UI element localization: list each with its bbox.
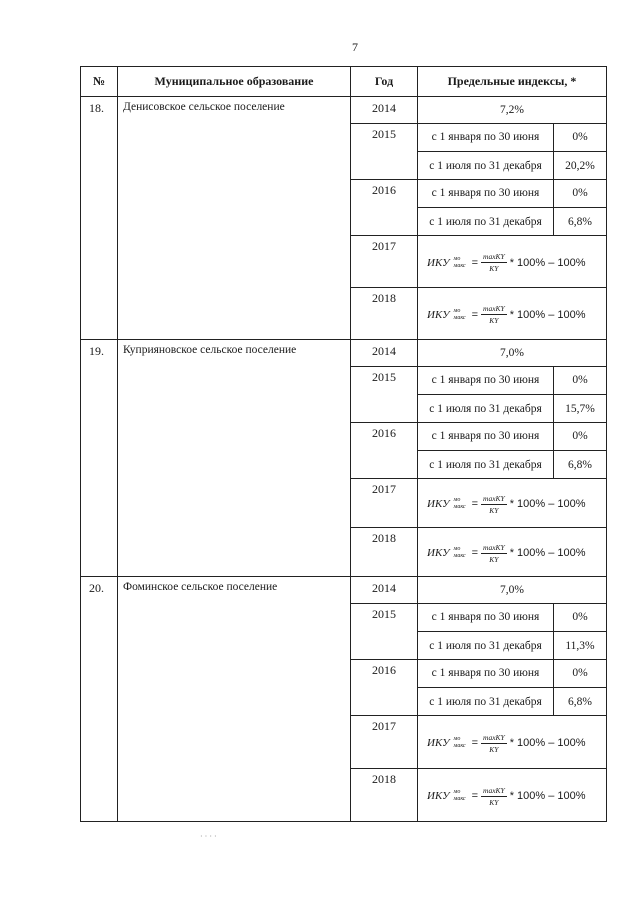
formula-subscript bbox=[454, 546, 466, 560]
year-2015: 2015 bbox=[372, 127, 396, 141]
formula-equals: = bbox=[471, 308, 479, 321]
formula-tail: * 100% – 100% bbox=[509, 547, 586, 559]
formula-2017 bbox=[427, 494, 586, 515]
formula-label: ИКУ bbox=[427, 547, 450, 559]
formula-subscript bbox=[454, 736, 466, 750]
formula-denominator: KY bbox=[489, 264, 499, 273]
year-2018: 2018 bbox=[372, 531, 396, 545]
year-2016: 2016 bbox=[372, 426, 396, 440]
year-2015: 2015 bbox=[372, 607, 396, 621]
period-h1-2015: с 1 января по 30 июня bbox=[431, 131, 540, 143]
index-2016-h1: 0% bbox=[553, 422, 606, 450]
formula-denominator: KY bbox=[489, 797, 499, 807]
year-2014: 2014 bbox=[372, 344, 396, 358]
index-2014: 7,2% bbox=[500, 104, 524, 116]
index-2016-h2: 6,8% bbox=[553, 687, 606, 716]
index-2015-h1: 0% bbox=[553, 603, 606, 631]
formula-subscript bbox=[454, 497, 466, 511]
period-h1-2016: с 1 января по 30 июня bbox=[431, 667, 540, 679]
year-2014: 2014 bbox=[372, 101, 396, 115]
table-header bbox=[80, 66, 607, 97]
formula-sub-bottom: макс bbox=[453, 743, 466, 749]
formula-equals: = bbox=[471, 790, 479, 802]
period-h2-2016: с 1 июля по 31 декабря bbox=[418, 687, 553, 716]
formula-fraction bbox=[481, 304, 507, 325]
formula-tail: * 100% – 100% bbox=[509, 498, 586, 510]
formula-sub-bottom: макс bbox=[453, 314, 466, 321]
municipality-name: Денисовское сельское поселение bbox=[123, 101, 285, 113]
formula-tail: * 100% – 100% bbox=[509, 737, 586, 749]
period-h1-2015: с 1 января по 30 июня bbox=[431, 374, 540, 386]
header-indices: Предельные индексы, * bbox=[447, 74, 577, 88]
formula-2017 bbox=[427, 733, 586, 754]
formula-numerator: maxKY bbox=[483, 304, 505, 313]
year-2018: 2018 bbox=[372, 772, 396, 786]
tariff-index-table bbox=[80, 66, 607, 822]
period-h2-2015: с 1 июля по 31 декабря bbox=[418, 394, 553, 423]
formula-sub-top: мо bbox=[453, 255, 461, 262]
formula-equals: = bbox=[471, 547, 479, 559]
index-2015-h2: 15,7% bbox=[553, 394, 606, 423]
index-2015-h2: 20,2% bbox=[553, 151, 606, 180]
table-row bbox=[80, 97, 607, 340]
formula-sub-bottom: макс bbox=[453, 796, 466, 802]
formula-2018 bbox=[427, 543, 586, 564]
formula-denominator: KY bbox=[489, 316, 499, 325]
row-divider bbox=[350, 287, 606, 288]
year-2017: 2017 bbox=[372, 719, 396, 733]
municipality-name: Куприяновское сельское поселение bbox=[123, 344, 297, 356]
formula-sub-top: мо bbox=[453, 736, 461, 742]
formula-subscript bbox=[454, 256, 466, 270]
formula-tail: * 100% – 100% bbox=[509, 308, 586, 321]
formula-label: ИКУ bbox=[427, 256, 450, 269]
row-number: 19. bbox=[89, 344, 104, 358]
year-2017: 2017 bbox=[372, 482, 396, 496]
header-number: № bbox=[81, 67, 118, 96]
scan-speck: · · · · bbox=[200, 832, 217, 841]
period-h1-2016: с 1 января по 30 июня bbox=[431, 187, 540, 199]
formula-sub-bottom: макс bbox=[453, 262, 466, 269]
formula-subscript bbox=[454, 789, 466, 803]
formula-label: ИКУ bbox=[427, 498, 450, 510]
year-2014: 2014 bbox=[372, 581, 396, 595]
formula-numerator: maxKY bbox=[483, 493, 505, 503]
row-divider bbox=[350, 235, 606, 236]
index-2015-h1: 0% bbox=[553, 366, 606, 394]
header-municipality: Муниципальное образование bbox=[118, 67, 351, 96]
col-divider bbox=[117, 97, 118, 339]
formula-tail: * 100% – 100% bbox=[509, 256, 586, 269]
index-2016-h2: 6,8% bbox=[553, 450, 606, 479]
formula-2018 bbox=[427, 786, 586, 807]
formula-denominator: KY bbox=[489, 744, 499, 754]
formula-fraction bbox=[481, 543, 507, 564]
period-h2-2015: с 1 июля по 31 декабря bbox=[418, 631, 553, 660]
formula-label: ИКУ bbox=[427, 308, 450, 321]
formula-fraction bbox=[481, 733, 507, 754]
year-2016: 2016 bbox=[372, 183, 396, 197]
formula-numerator: maxKY bbox=[483, 542, 505, 552]
municipality-name: Фоминское сельское поселение bbox=[123, 581, 278, 593]
formula-denominator: KY bbox=[489, 505, 499, 515]
formula-equals: = bbox=[471, 256, 479, 269]
formula-sub-top: мо bbox=[453, 546, 461, 552]
table-row bbox=[80, 340, 607, 577]
table-row bbox=[80, 577, 607, 822]
formula-equals: = bbox=[471, 737, 479, 749]
col-divider bbox=[117, 340, 118, 576]
formula-sub-top: мо bbox=[453, 307, 461, 314]
year-2015: 2015 bbox=[372, 370, 396, 384]
row-number: 20. bbox=[89, 581, 104, 595]
formula-denominator: KY bbox=[489, 554, 499, 564]
year-2016: 2016 bbox=[372, 663, 396, 677]
period-h2-2016: с 1 июля по 31 декабря bbox=[418, 450, 553, 479]
formula-sub-top: мо bbox=[453, 789, 461, 795]
index-2016-h1: 0% bbox=[553, 659, 606, 687]
period-h2-2016: с 1 июля по 31 декабря bbox=[418, 207, 553, 236]
page-number: 7 bbox=[352, 40, 358, 54]
row-divider bbox=[350, 768, 606, 769]
formula-tail: * 100% – 100% bbox=[509, 790, 586, 802]
year-2017: 2017 bbox=[372, 239, 396, 253]
formula-2018 bbox=[427, 304, 586, 325]
formula-sub-bottom: макс bbox=[453, 553, 466, 559]
index-2016-h1: 0% bbox=[553, 179, 606, 207]
col-divider bbox=[117, 577, 118, 821]
formula-sub-top: мо bbox=[453, 497, 461, 503]
index-2014: 7,0% bbox=[500, 584, 524, 596]
period-h1-2016: с 1 января по 30 июня bbox=[431, 430, 540, 442]
formula-2017 bbox=[427, 252, 586, 273]
formula-label: ИКУ bbox=[427, 737, 450, 749]
row-divider bbox=[350, 527, 606, 528]
row-divider bbox=[350, 715, 606, 716]
index-2015-h2: 11,3% bbox=[553, 631, 606, 660]
index-2015-h1: 0% bbox=[553, 123, 606, 151]
formula-sub-bottom: макс bbox=[453, 504, 466, 510]
formula-numerator: maxKY bbox=[483, 252, 505, 261]
period-h1-2015: с 1 января по 30 июня bbox=[431, 611, 540, 623]
index-2014: 7,0% bbox=[500, 347, 524, 359]
row-divider bbox=[350, 478, 606, 479]
formula-fraction bbox=[481, 786, 507, 807]
formula-fraction bbox=[481, 252, 507, 273]
formula-subscript bbox=[454, 308, 466, 322]
row-number: 18. bbox=[89, 101, 104, 115]
year-2018: 2018 bbox=[372, 291, 396, 305]
formula-equals: = bbox=[471, 498, 479, 510]
formula-numerator: maxKY bbox=[483, 732, 505, 742]
formula-label: ИКУ bbox=[427, 790, 450, 802]
formula-fraction bbox=[481, 494, 507, 515]
index-2016-h2: 6,8% bbox=[553, 207, 606, 236]
period-h2-2015: с 1 июля по 31 декабря bbox=[418, 151, 553, 180]
formula-numerator: maxKY bbox=[483, 785, 505, 795]
header-year: Год bbox=[351, 67, 418, 96]
